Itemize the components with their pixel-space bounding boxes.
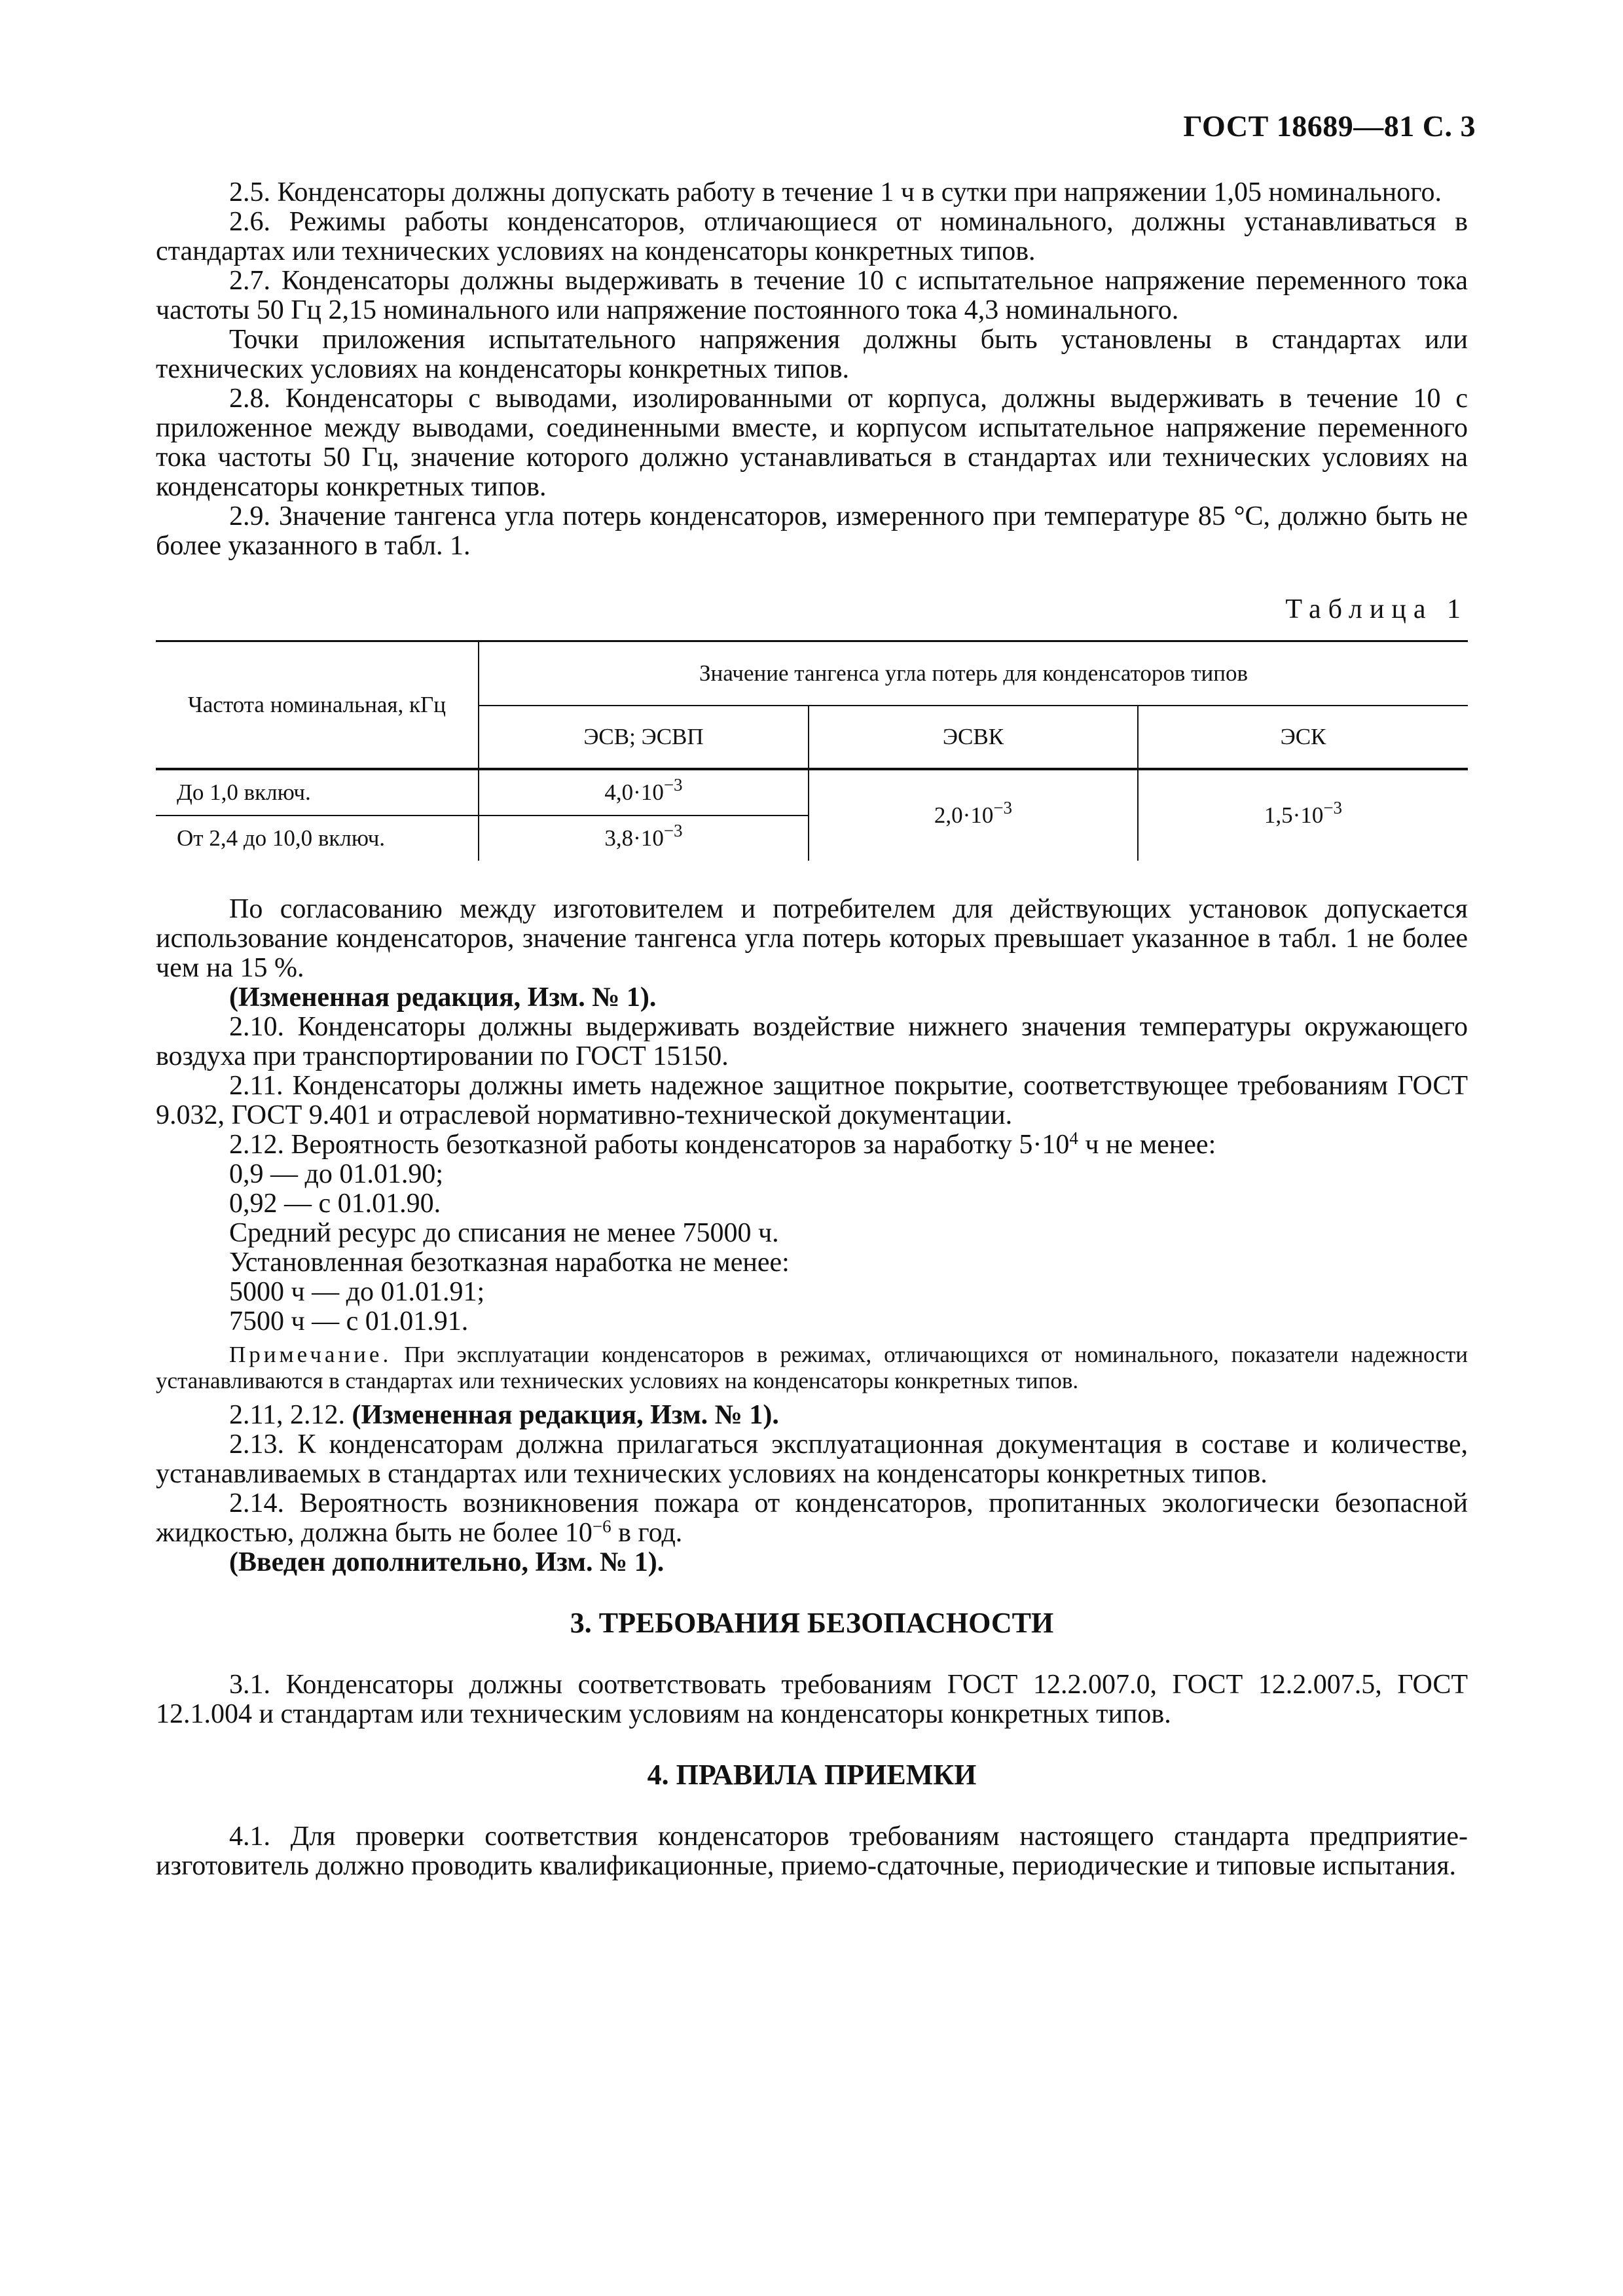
column-header-type: ЭСВК: [809, 706, 1138, 769]
table-cell-value: $3,8\cdot 10^{-3}$: [479, 816, 809, 861]
clause-2-7: 2.7. Конденсаторы должны выдерживать в течение 10 с испытательное напряжение переменного тока частоты 50 Гц 2,15 номинального или напряжение постоянного тока 4,3 номинального.: [156, 266, 1468, 325]
table-row: [156, 769, 1468, 816]
list-item: 5000 ч — до 01.01.91;: [229, 1277, 485, 1307]
amendment-note: (Измененная редакция, Изм. № 1).: [229, 982, 657, 1013]
table-loss-tangent: [156, 640, 1468, 861]
clause-2-13: 2.13. К конденсаторам должна прилагаться эксплуатационная документация в составе и количестве, устанавливаемых в стандартах или технических условиях на конденсаторы конкретных типов.: [156, 1429, 1468, 1489]
note-label: Примечание.: [229, 1342, 392, 1367]
note-paragraph: Примечание. При эксплуатации конденсаторов в режимах, отличающихся от номинального, показатели надежности устанавливаются в стандартах или технических условиях на конденсаторы конкретных типов.: [156, 1342, 1468, 1393]
clause-2-7-points: Точки приложения испытательного напряжения должны быть установлены в стандартах или технических условиях на конденсаторы конкретных типов.: [156, 325, 1468, 384]
table-cell-value: $1,5\cdot 10^{-3}$: [1138, 769, 1468, 861]
clause-2-11: 2.11. Конденсаторы должны иметь надежное защитное покрытие, соответствующее требованиям ГОСТ 9.032, ГОСТ 9.401 и отраслевой нормативно-технической документации.: [156, 1071, 1468, 1130]
table-cell-frequency: От 2,4 до 10,0 включ.: [177, 825, 386, 851]
clause-4-1: 4.1. Для проверки соответствия конденсаторов требованиям настоящего стандарта предприятие-изготовитель должно проводить квалификационные, приемо-сдаточные, периодические и типовые испытания.: [156, 1821, 1468, 1881]
table-cell-value: $2,0\cdot 10^{-3}$: [809, 769, 1138, 861]
amendment-note: 2.11, 2.12. (Измененная редакция, Изм. № 1).: [229, 1400, 779, 1430]
list-item: Средний ресурс до списания не менее 75000 ч.: [229, 1218, 779, 1248]
clause-2-10: 2.10. Конденсаторы должны выдерживать воздействие нижнего значения температуры окружающего воздуха при транспортировании по ГОСТ 15150.: [156, 1012, 1468, 1071]
column-header-frequency: Частота номинальная, кГц: [156, 641, 479, 770]
table-cell-frequency: До 1,0 включ.: [156, 769, 479, 816]
section-title: 4. ПРАВИЛА ПРИЕМКИ: [647, 1759, 977, 1791]
clause-2-14: 2.14. Вероятность возникновения пожара от конденсаторов, пропитанных экологически безопасной жидкостью, должна быть не более $10^{-6}$ в год.: [156, 1488, 1468, 1548]
table-caption: Таблица 1: [1285, 594, 1468, 624]
clause-2-6: 2.6. Режимы работы конденсаторов, отличающиеся от номинального, должны устанавливаться в стандартах или технических условиях на конденсаторы конкретных типов.: [156, 207, 1468, 266]
amendment-note: (Введен дополнительно, Изм. № 1).: [229, 1547, 665, 1577]
clause-2-8: 2.8. Конденсаторы с выводами, изолированными от корпуса, должны выдерживать в течение 10 с приложенное между выводами, соединенными вместе, и корпусом испытательное напряжение переменного тока частоты 50 Гц, значение которого должно устанавливаться в стандартах или технических условиях на конденсаторы конкретных типов.: [156, 384, 1468, 502]
running-header: ГОСТ 18689—81 С. 3: [1183, 109, 1476, 143]
clause-3-1: 3.1. Конденсаторы должны соответствовать требованиям ГОСТ 12.2.007.0, ГОСТ 12.2.007.5, ГОСТ 12.1.004 и стандартам или техническим условиям на конденсаторы конкретных типов.: [156, 1670, 1468, 1729]
list-item: 0,92 — с 01.01.90.: [229, 1189, 441, 1219]
list-item: Установленная безотказная наработка не менее:: [229, 1247, 790, 1278]
document-body: [156, 178, 1468, 1881]
list-item: 0,9 — до 01.01.90;: [229, 1159, 444, 1189]
clause-2-5: 2.5. Конденсаторы должны допускать работу в течение 1 ч в сутки при напряжении 1,05 номинального.: [229, 177, 1442, 207]
agreement-paragraph: По согласованию между изготовителем и потребителем для действующих установок допускается использование конденсаторов, значение тангенса угла потерь которых превышает указанное в табл. 1 не более чем на 15 %.: [156, 894, 1468, 983]
column-header-type: ЭСВ; ЭСВП: [479, 706, 809, 769]
section-title: 3. ТРЕБОВАНИЯ БЕЗОПАСНОСТИ: [570, 1607, 1054, 1639]
list-item: 7500 ч — с 01.01.91.: [229, 1306, 469, 1336]
clause-2-9: 2.9. Значение тангенса угла потерь конденсаторов, измеренного при температуре 85 °С, должно быть не более указанного в табл. 1.: [156, 501, 1468, 561]
clause-2-12: 2.12. Вероятность безотказной работы конденсаторов за наработку $5\cdot 10^4$ ч не менее:: [229, 1128, 1216, 1160]
column-header-type: ЭСК: [1138, 706, 1468, 769]
table-cell-value: $4,0\cdot 10^{-3}$: [479, 769, 809, 816]
column-group-header: Значение тангенса угла потерь для конденсаторов типов: [479, 641, 1468, 706]
